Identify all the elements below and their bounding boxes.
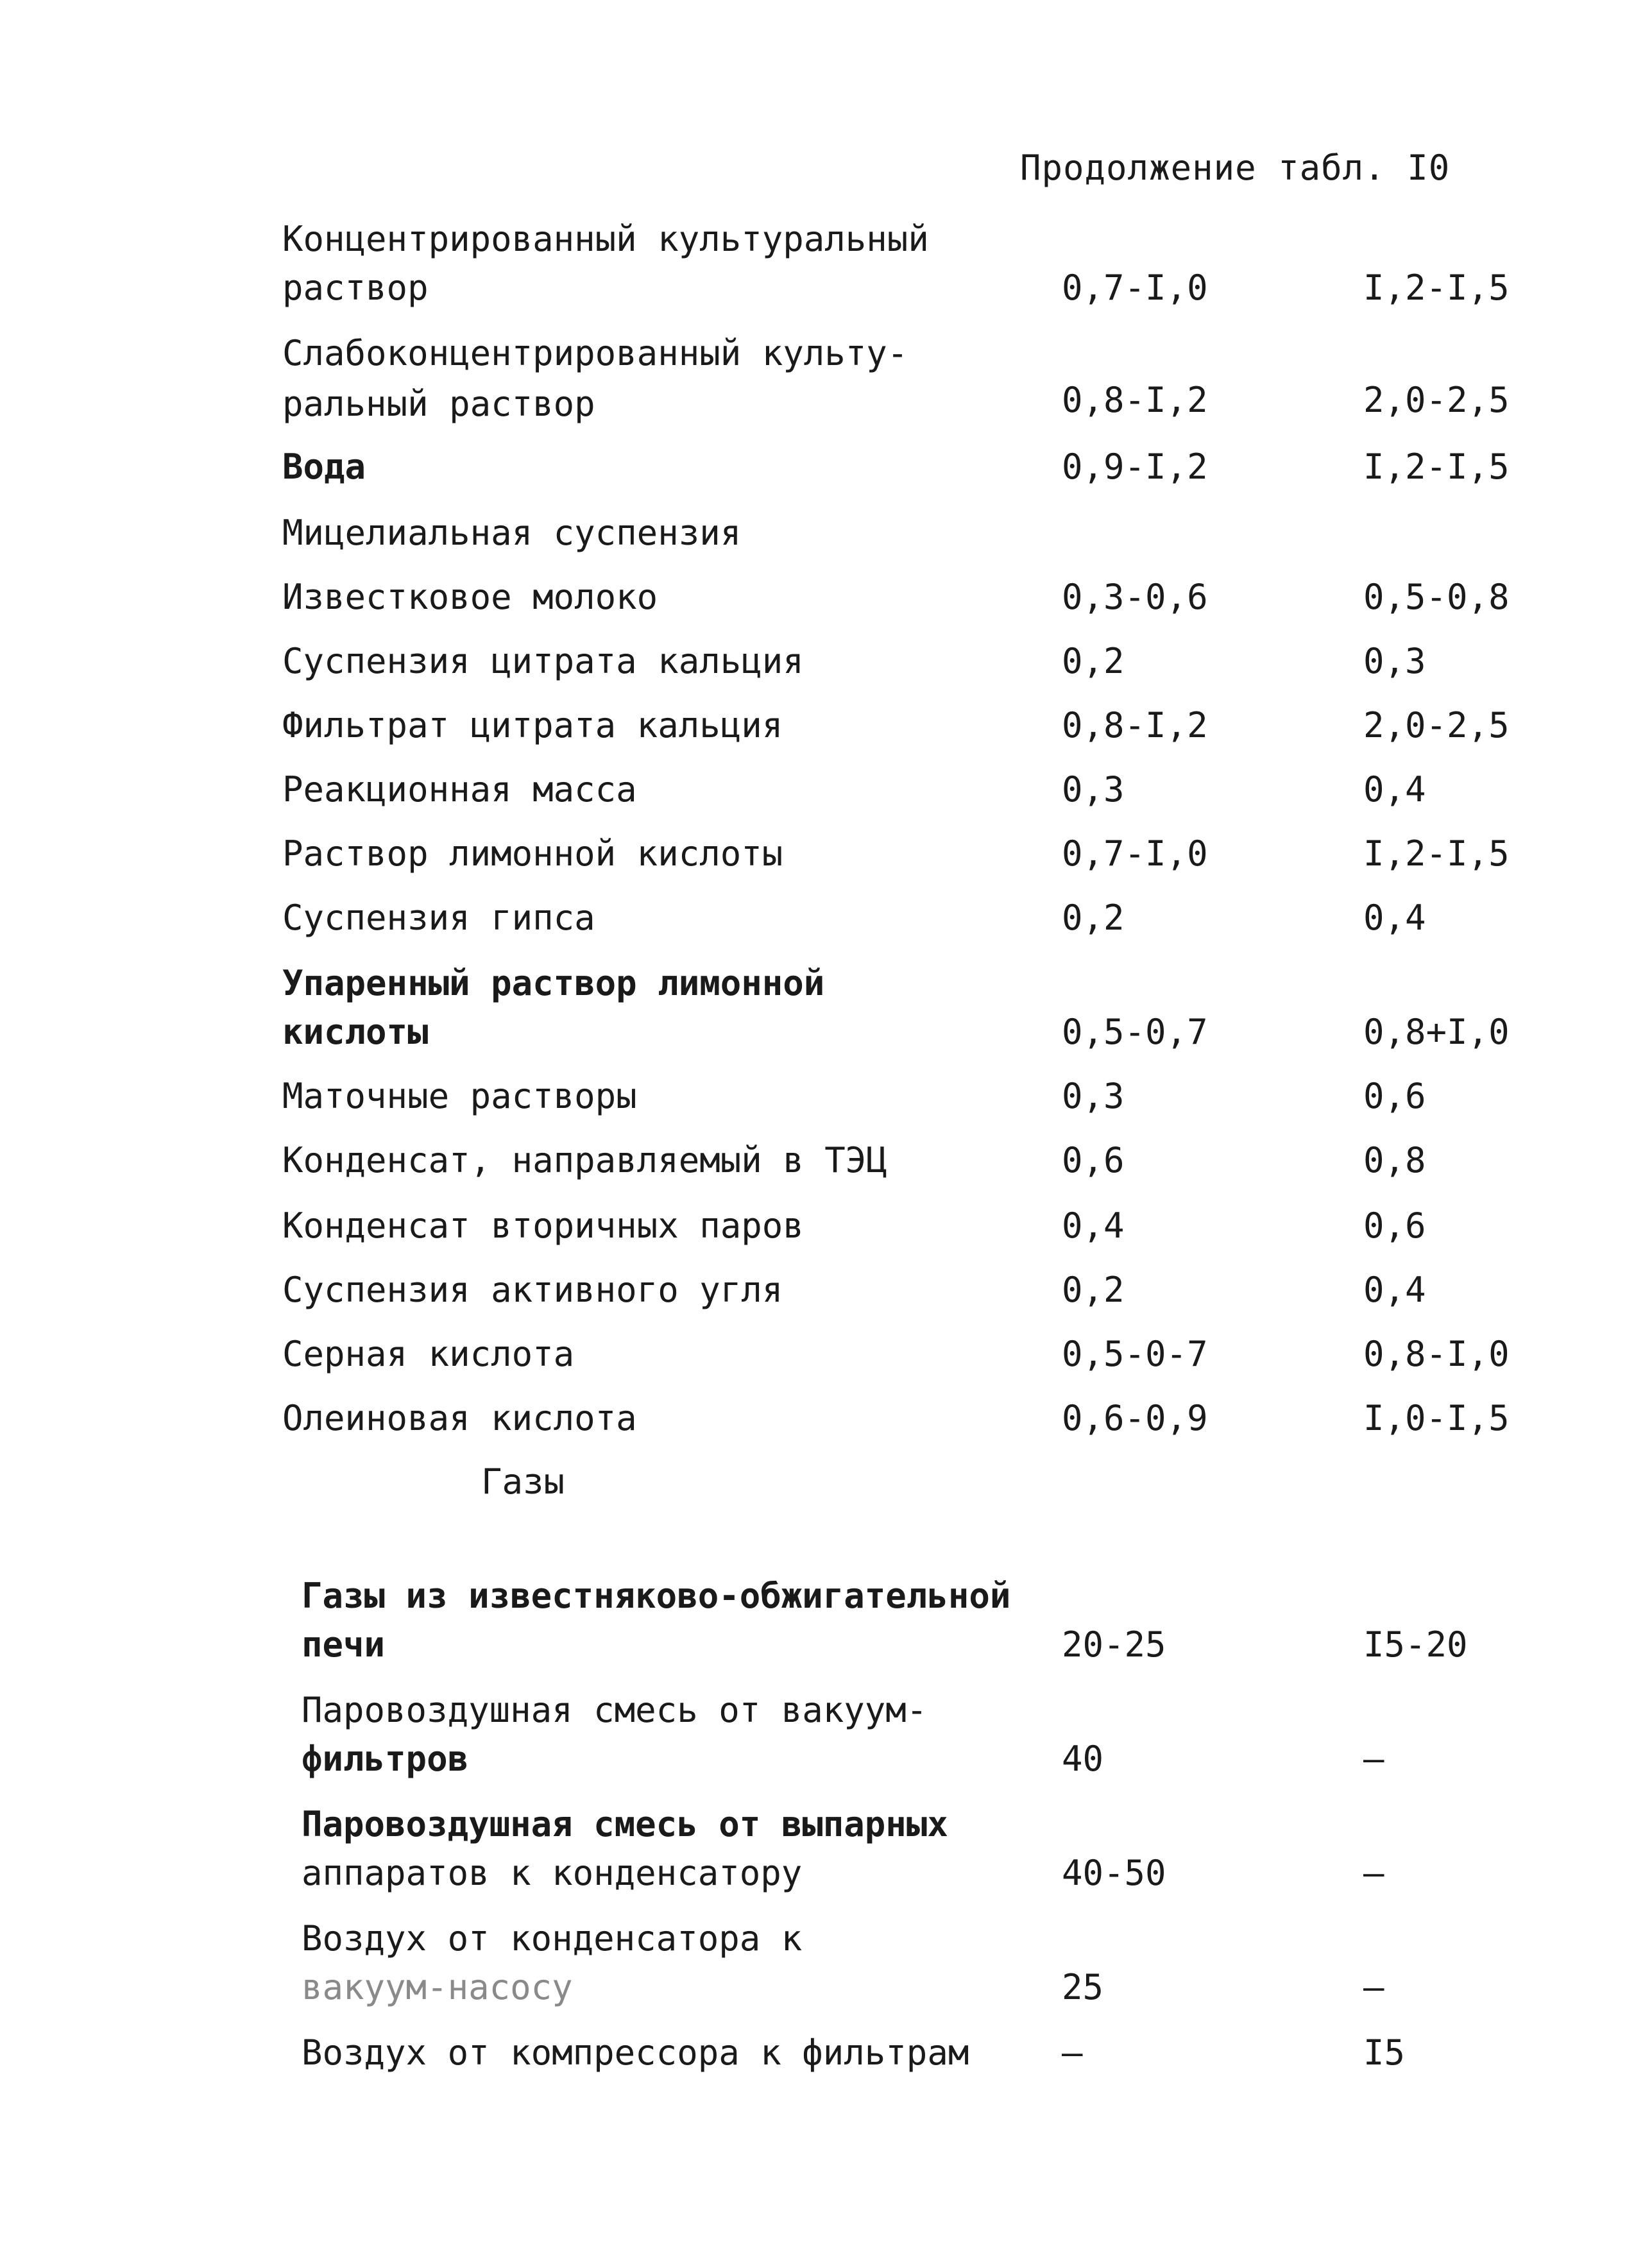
row-name-line: Концентрированный культуральный: [282, 219, 929, 259]
row-name-line: аппаратов к конденсатору: [302, 1853, 803, 1893]
row-value-max: –: [1363, 1853, 1384, 1893]
row-value-min: 0,2: [1062, 898, 1125, 938]
row-value-min: 0,2: [1062, 1270, 1125, 1310]
row-value-min: 0,3: [1062, 769, 1125, 810]
row-name-line: Воздух от компрессора к фильтрам: [302, 2032, 969, 2073]
row-value-min: 0,5-0-7: [1062, 1334, 1208, 1374]
row-name-line: печи: [302, 1624, 386, 1665]
row-value-min: 40-50: [1062, 1853, 1166, 1893]
table-continuation-caption: Продолжение табл. I0: [1020, 148, 1451, 188]
row-name-line: вакуум-насосу: [302, 1967, 573, 2007]
row-value-min: 20-25: [1062, 1624, 1166, 1665]
row-name-line: Раствор лимонной кислоты: [282, 833, 783, 874]
row-value-max: 2,0-2,5: [1363, 705, 1510, 745]
row-name-line: ральный раствор: [282, 384, 595, 424]
row-name-line: Маточные растворы: [282, 1076, 637, 1116]
row-value-min: 0,8-I,2: [1062, 705, 1208, 745]
row-value-max: 0,6: [1363, 1205, 1426, 1246]
row-name-line: кислоты: [282, 1012, 429, 1052]
row-name-line: фильтров: [302, 1739, 469, 1779]
row-value-max: 0,3: [1363, 641, 1426, 681]
row-value-min: 40: [1062, 1739, 1104, 1779]
row-value-min: –: [1062, 2032, 1083, 2073]
row-name-line: Конденсат, направляемый в ТЭЦ: [282, 1140, 887, 1180]
row-name-line: Конденсат вторичных паров: [282, 1205, 804, 1246]
row-name-line: Суспензия цитрата кальция: [282, 641, 804, 681]
row-name-line: Паровоздушная смесь от вакуум-: [302, 1690, 928, 1730]
row-value-max: 0,8: [1363, 1140, 1426, 1180]
row-name-line: Паровоздушная смесь от выпарных: [302, 1804, 948, 1844]
row-name-line: Известковое молоко: [282, 577, 658, 617]
row-value-min: 0,6-0,9: [1062, 1398, 1208, 1438]
row-value-max: I5: [1363, 2032, 1406, 2073]
row-value-max: I,0-I,5: [1363, 1398, 1510, 1438]
row-value-max: 0,8+I,0: [1363, 1012, 1510, 1052]
row-name-line: Вода: [282, 447, 366, 487]
row-value-max: 0,6: [1363, 1076, 1426, 1116]
row-value-min: 0,2: [1062, 641, 1125, 681]
row-name-line: Суспензия гипса: [282, 898, 595, 938]
row-name-line: Слабоконцентрированный культу-: [282, 333, 908, 373]
row-value-max: 2,0-2,5: [1363, 380, 1510, 420]
row-value-min: 0,6: [1062, 1140, 1125, 1180]
row-value-min: 0,3-0,6: [1062, 577, 1208, 617]
row-value-max: I5-20: [1363, 1624, 1468, 1665]
row-value-max: I,2-I,5: [1363, 268, 1510, 308]
row-value-min: 25: [1062, 1967, 1104, 2007]
row-value-max: I,2-I,5: [1363, 447, 1510, 487]
row-value-max: 0,5-0,8: [1363, 577, 1510, 617]
row-value-min: 0,5-0,7: [1062, 1012, 1208, 1052]
row-name-line: Мицелиальная суспензия: [282, 513, 742, 553]
row-name-line: Воздух от конденсатора к: [302, 1918, 803, 1959]
row-value-max: 0,8-I,0: [1363, 1334, 1510, 1374]
row-name-line: Газы из известняково-обжигательной: [302, 1576, 1011, 1616]
row-value-max: 0,4: [1363, 769, 1426, 810]
row-value-min: 0,7-I,0: [1062, 268, 1208, 308]
row-name-line: раствор: [282, 268, 429, 308]
row-value-max: –: [1363, 1739, 1384, 1779]
row-value-min: 0,9-I,2: [1062, 447, 1208, 487]
row-value-min: 0,8-I,2: [1062, 380, 1208, 420]
row-name-line: Фильтрат цитрата кальция: [282, 705, 783, 745]
row-name-line: Суспензия активного угля: [282, 1270, 783, 1310]
row-value-max: –: [1363, 1967, 1384, 2007]
row-value-max: 0,4: [1363, 898, 1426, 938]
row-name-line: Олеиновая кислота: [282, 1398, 637, 1438]
row-value-max: I,2-I,5: [1363, 833, 1510, 874]
row-value-min: 0,4: [1062, 1205, 1125, 1246]
row-value-max: 0,4: [1363, 1270, 1426, 1310]
row-value-min: 0,7-I,0: [1062, 833, 1208, 874]
row-name-line: Серная кислота: [282, 1334, 575, 1374]
row-value-min: 0,3: [1062, 1076, 1125, 1116]
row-name-line: Упаренный раствор лимонной: [282, 963, 825, 1003]
row-name-line: Реакционная масса: [282, 769, 637, 810]
gases-section-heading: Газы: [481, 1461, 565, 1502]
